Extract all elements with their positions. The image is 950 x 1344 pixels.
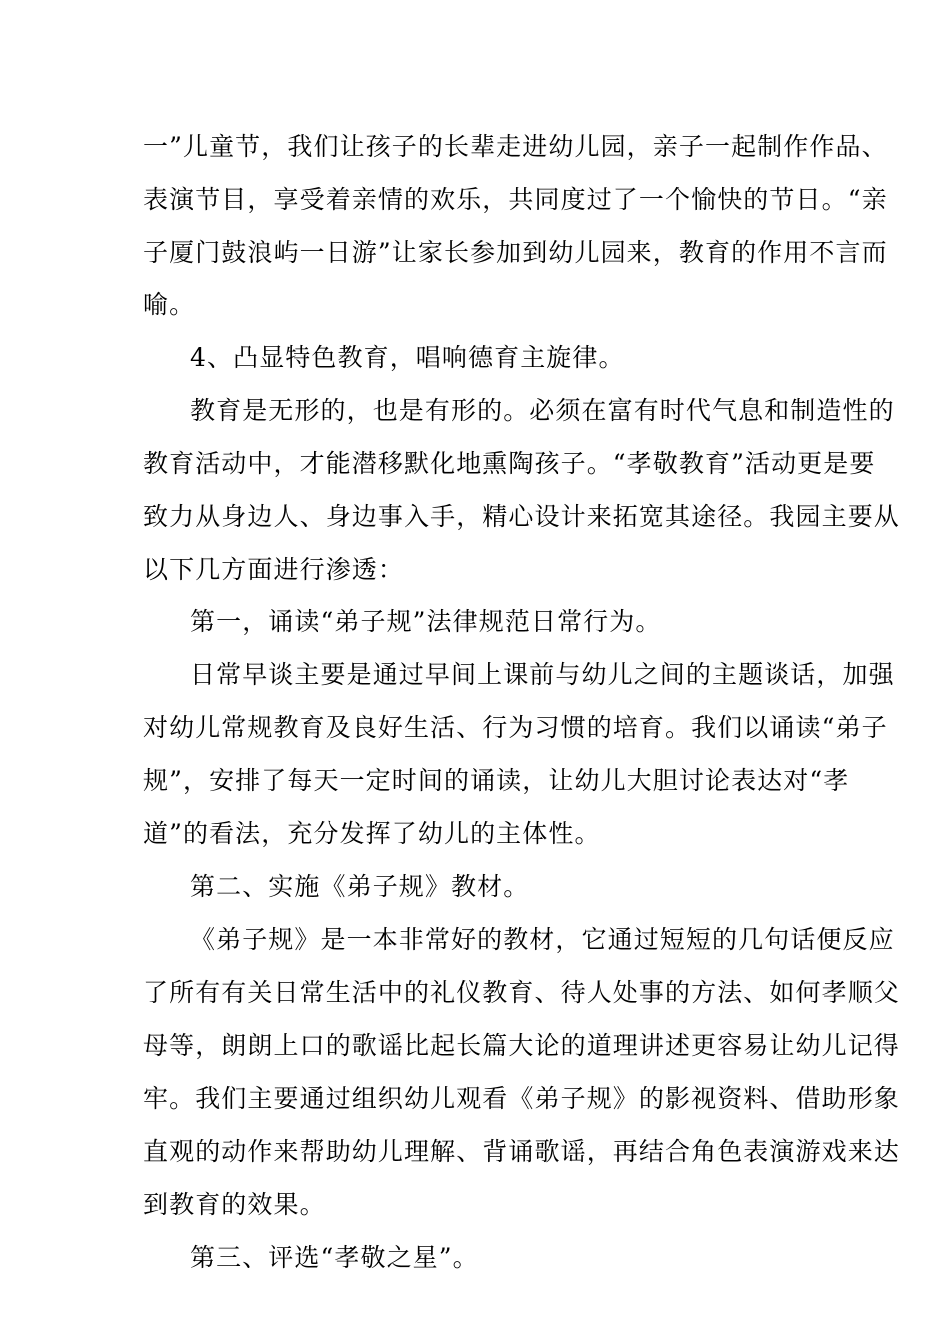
text-line: 牢。我们主要通过组织幼儿观看《弟子规》的影视资料、借助形象 (143, 1084, 900, 1113)
section-heading: 4、凸显特色教育，唱响德育主旋律。 (190, 343, 625, 372)
text-line: 以下几方面进行渗透： (143, 555, 405, 584)
text-line: 喻。 (143, 290, 196, 319)
subheading: 第二、实施《弟子规》教材。 (190, 872, 530, 901)
text-line: 到教育的效果。 (143, 1190, 326, 1219)
text-line: 子厦门鼓浪屿一日游”让家长参加到幼儿园来，教育的作用不言而 (143, 238, 888, 267)
text-line: 对幼儿常规教育及良好生活、行为习惯的培育。我们以诵读“弟子 (143, 713, 888, 742)
text-line: 一”儿童节，我们让孩子的长辈走进幼儿园，亲子一起制作作品、 (143, 132, 888, 161)
subheading: 第一，诵读“弟子规”法律规范日常行为。 (190, 607, 662, 636)
text-line: 教育活动中，才能潜移默化地熏陶孩子。“孝敬教育”活动更是要 (143, 449, 876, 478)
text-line: 日常早谈主要是通过早间上课前与幼儿之间的主题谈话，加强 (190, 660, 895, 689)
text-line: 了所有有关日常生活中的礼仪教育、待人处事的方法、如何孝顺父 (143, 978, 900, 1007)
text-line: 表演节目，享受着亲情的欢乐，共同度过了一个愉快的节日。“亲 (143, 185, 888, 214)
subheading: 第三、评选“孝敬之星”。 (190, 1243, 479, 1272)
text-line: 致力从身边人、身边事入手，精心设计来拓宽其途径。我园主要从 (143, 502, 900, 531)
text-line: 《弟子规》是一本非常好的教材，它通过短短的几句话便反应 (190, 925, 895, 954)
text-line: 教育是无形的，也是有形的。必须在富有时代气息和制造性的 (190, 396, 895, 425)
text-line: 规”，安排了每天一定时间的诵读，让幼儿大胆讨论表达对“孝 (143, 766, 850, 795)
text-line: 道”的看法，充分发挥了幼儿的主体性。 (143, 819, 601, 848)
text-line: 直观的动作来帮助幼儿理解、背诵歌谣，再结合角色表演游戏来达 (143, 1137, 900, 1166)
text-line: 母等，朗朗上口的歌谣比起长篇大论的道理讲述更容易让幼儿记得 (143, 1031, 900, 1060)
